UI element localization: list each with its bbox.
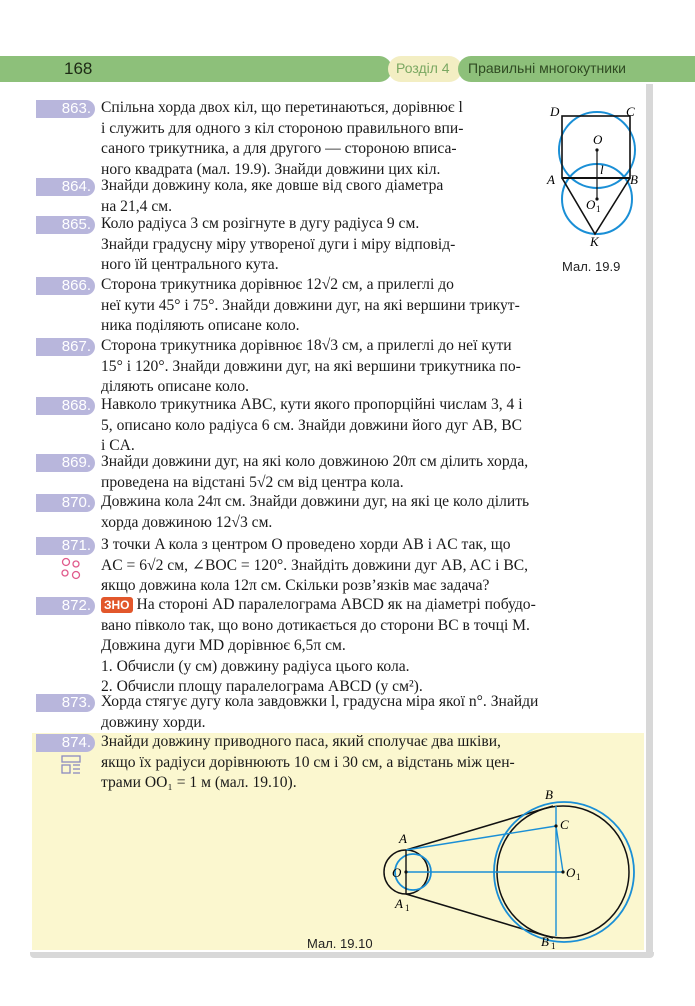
problem-text bbox=[101, 492, 631, 533]
page-header bbox=[0, 56, 695, 84]
label-l: l bbox=[600, 162, 604, 177]
problem-text bbox=[101, 452, 631, 493]
problem-line-text: Довжина кола 24π см. Знайди довжини дуг, на які це коло ділить bbox=[101, 493, 530, 510]
problem-text bbox=[101, 692, 631, 733]
problem-line-text: Навколо трикутника ABC, кути якого пропорційні числам 3, 4 і bbox=[101, 396, 523, 413]
problem-line-text: ника поділяють описане коло. bbox=[101, 317, 300, 335]
page-bottom-shadow bbox=[30, 952, 654, 958]
problem-line-text: AC = 6√2 см, ∠BOC = 120°. Знайдіть довжини дуг AB, AC і BC, bbox=[101, 556, 529, 574]
chapter-label: Розділ 4 bbox=[396, 60, 450, 76]
belt-bottom bbox=[406, 894, 553, 938]
problem-text bbox=[101, 732, 631, 794]
label-O1: O bbox=[586, 197, 596, 212]
problem-line bbox=[101, 535, 631, 556]
problem-line bbox=[101, 316, 631, 337]
problem-line-text: довжину хорди. bbox=[101, 713, 206, 731]
problem-text bbox=[101, 98, 531, 180]
problem-line-text: проведена на відстані 5√2 см від центра кола. bbox=[101, 473, 404, 491]
figure-19-10 bbox=[378, 786, 638, 952]
problem-line-text: 2. Обчисли площу паралелограма ABCD (у см²). bbox=[101, 678, 423, 696]
label-O1-sub: 1 bbox=[576, 872, 581, 882]
problem-line bbox=[101, 235, 531, 256]
problem-line bbox=[101, 513, 631, 534]
label-D: D bbox=[550, 104, 560, 119]
problem-line bbox=[101, 176, 531, 197]
problem-number: 871. bbox=[36, 537, 95, 555]
problem-line-text: на 21,4 см. bbox=[101, 197, 173, 215]
label-O1: O bbox=[566, 865, 576, 880]
problem-line bbox=[101, 119, 531, 140]
problem-line bbox=[101, 616, 631, 637]
problem-line bbox=[101, 357, 631, 378]
problem-line bbox=[101, 395, 631, 416]
problem-line bbox=[101, 492, 631, 513]
label-K: K bbox=[590, 234, 599, 249]
problem-line-text: неї кути 45° і 75°. Знайди довжини дуг, на які вершини трикут- bbox=[101, 296, 520, 314]
label-B: B bbox=[545, 787, 553, 802]
problem-line-text: хорда довжиною 12√3 см. bbox=[101, 513, 273, 531]
label-A: A bbox=[547, 172, 555, 187]
problem-line-text: Сторона трикутника дорівнює 18√3 см, а прилеглі до неї кути bbox=[101, 337, 512, 354]
problem-line bbox=[101, 595, 631, 616]
problem-line-text: ного їй центрального кута. bbox=[101, 256, 279, 274]
problem-line bbox=[101, 576, 631, 597]
problem-line-text: ного квадрата (мал. 19.9). Знайди довжини цих кіл. bbox=[101, 160, 441, 178]
problem-line-text: вано півколо так, що воно дотикається до сторони BC в точці M. bbox=[101, 616, 530, 634]
problem-line bbox=[101, 275, 631, 296]
problem-line bbox=[101, 296, 631, 317]
problem-number: 866. bbox=[36, 277, 95, 295]
problem-text bbox=[101, 395, 631, 457]
problem-text bbox=[101, 535, 631, 597]
label-B: B bbox=[630, 172, 638, 187]
problem-line-text: Знайди довжину приводного паса, який сполучає два шківи, bbox=[101, 733, 501, 750]
problem-line-text: діляють описане коло. bbox=[101, 378, 250, 396]
page-number: 168 bbox=[64, 59, 93, 78]
problem-number: 868. bbox=[36, 397, 95, 415]
problem-line bbox=[101, 732, 631, 753]
problem-number: 873. bbox=[36, 694, 95, 712]
problem-line-text: Знайди градусну міру утвореної дуги і міру відповід- bbox=[101, 235, 456, 253]
problem-number: 869. bbox=[36, 454, 95, 472]
problem-line-text: 15° і 120°. Знайди довжини дуг, на які вершини трикутника по- bbox=[101, 357, 521, 375]
problem-line-text: Хорда стягує дугу кола завдовжки l, градусна міра якої n°. Знайди bbox=[101, 693, 539, 710]
problem-number: 872. bbox=[36, 597, 95, 615]
label-B1: B bbox=[541, 934, 549, 949]
problem-line-text: саного трикутника, а для другого — стороною вписа- bbox=[101, 140, 457, 158]
problem-line-text: якщо довжина кола 12π см. Скільки розв’язків має задача? bbox=[101, 577, 490, 595]
problem-number: 864. bbox=[36, 178, 95, 196]
problem-line bbox=[101, 556, 631, 577]
label-C: C bbox=[626, 104, 635, 119]
problem-line-text: трами OO₁ = 1 м (мал. 19.10). bbox=[101, 774, 297, 792]
belt-top bbox=[406, 806, 553, 850]
problem-text bbox=[101, 176, 531, 217]
problem-number: 867. bbox=[36, 338, 95, 356]
problem-line bbox=[101, 452, 631, 473]
label-O1-sub: 1 bbox=[596, 204, 601, 214]
problem-line-text: Коло радіуса 3 см розігнуте в дугу радіуса 9 см. bbox=[101, 215, 420, 232]
inscribed-square bbox=[562, 116, 630, 178]
label-B1-sub: 1 bbox=[551, 941, 556, 951]
problem-line bbox=[101, 98, 531, 119]
problem-number: 874. bbox=[36, 734, 95, 752]
label-O: O bbox=[392, 865, 402, 880]
chapter-title: Правильні многокутники bbox=[468, 60, 627, 76]
problem-line-text: З точки A кола з центром O проведено хорди AB і AC так, що bbox=[101, 536, 511, 553]
problem-line-text: 5, описано коло радіуса 6 см. Знайди довжини його дуг AB, BC bbox=[101, 416, 523, 434]
problem-line-text: якщо їх радіуси дорівнюють 10 см і 30 см, а відстань між цен- bbox=[101, 753, 515, 771]
problem-line bbox=[101, 753, 631, 774]
problem-text bbox=[101, 336, 631, 398]
problem-text bbox=[101, 214, 531, 276]
problem-line bbox=[101, 139, 531, 160]
problem-line-text: Сторона трикутника дорівнює 12√2 см, а прилеглі до bbox=[101, 276, 454, 293]
problem-number: 870. bbox=[36, 494, 95, 512]
group-work-icon bbox=[60, 556, 84, 580]
problem-line-text: Спільна хорда двох кіл, що перетинаються, дорівнює l bbox=[101, 99, 463, 116]
problem-line bbox=[101, 416, 631, 437]
label-A: A bbox=[399, 831, 407, 846]
problem-text bbox=[101, 275, 631, 337]
label-O: O bbox=[593, 132, 603, 147]
problem-line bbox=[101, 657, 631, 678]
problem-line-text: і CA. bbox=[101, 437, 135, 455]
problem-line-text: Знайди довжину кола, яке довше від свого діаметра bbox=[101, 177, 444, 194]
problem-line bbox=[101, 255, 531, 276]
problem-line bbox=[101, 214, 531, 235]
figure-19-9 bbox=[540, 96, 650, 256]
problem-line bbox=[101, 692, 631, 713]
problem-text bbox=[101, 595, 631, 698]
zno-badge: ЗНО bbox=[101, 597, 133, 613]
practical-task-icon bbox=[60, 754, 84, 776]
label-A1: A bbox=[395, 896, 403, 911]
problem-line bbox=[101, 713, 631, 734]
caption-19-9: Мал. 19.9 bbox=[562, 259, 621, 274]
problem-line bbox=[101, 636, 631, 657]
label-C: C bbox=[560, 817, 569, 832]
problem-number: 865. bbox=[36, 216, 95, 234]
problem-line-text: Довжина дуги MD дорівнює 6,5π см. bbox=[101, 637, 346, 655]
problem-line-text: і служить для одного з кіл стороною правильного впи- bbox=[101, 119, 464, 137]
problem-line-text: На стороні AD паралелограма ABCD як на діаметрі побудо- bbox=[136, 596, 536, 613]
label-A1-sub: 1 bbox=[405, 903, 410, 913]
problem-number: 863. bbox=[36, 100, 95, 118]
problem-line bbox=[101, 473, 631, 494]
problem-line bbox=[101, 336, 631, 357]
problem-line-text: 1. Обчисли (у см) довжину радіуса цього кола. bbox=[101, 657, 410, 675]
caption-19-10: Мал. 19.10 bbox=[307, 936, 373, 951]
header-left-band bbox=[0, 56, 392, 82]
problem-line-text: Знайди довжини дуг, на які коло довжиною 20π см ділить хорда, bbox=[101, 453, 529, 470]
